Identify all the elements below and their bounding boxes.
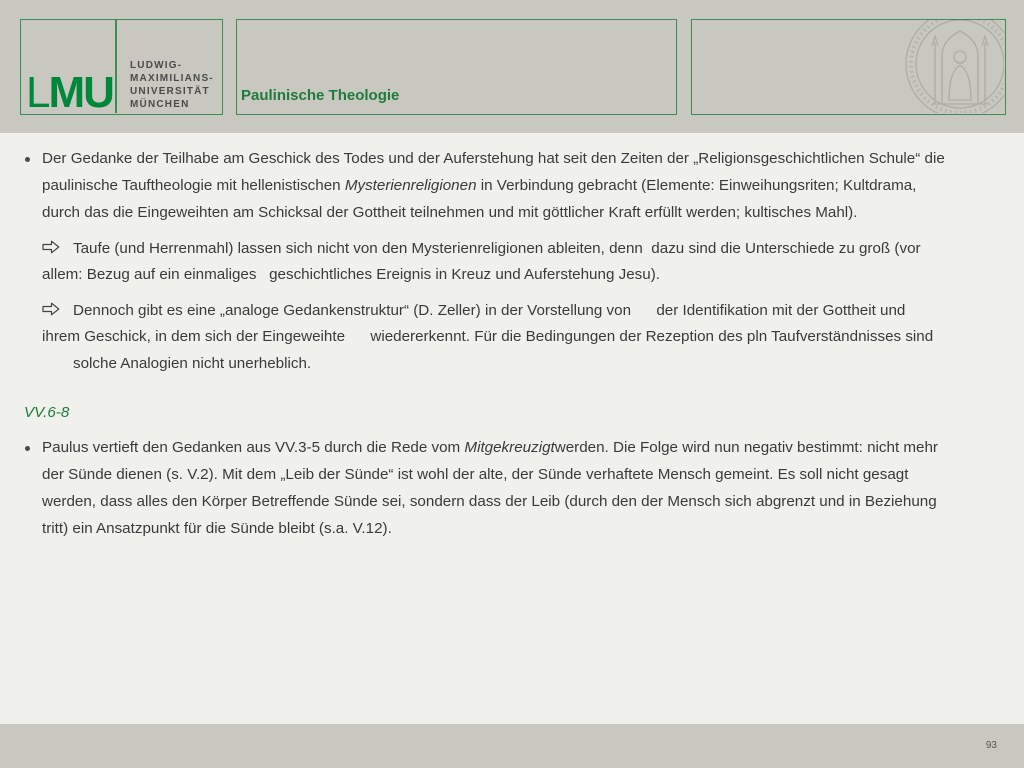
seal-frame [691,19,1006,115]
bullet-2-text: Paulus vertieft den Gedanken aus VV.3-5 durch die Rede vom [42,439,465,456]
slide-header [0,0,1024,133]
bullet-2-line: der Sünde dienen (s. V.2). Mit dem „Leib der Sünde“ ist wohl der alte, der Sünde verhaftete Mensch gemeint. Es soll nicht gesagt [42,466,909,483]
logo-divider [115,20,117,113]
bullet-2-emphasis: Mitgekreuzigt [464,439,555,456]
bullet-1-emphasis: Mysterienreligionen [344,177,477,194]
sub-item-1-line: allem: Bezug auf ein einmaliges geschichtliches Ereignis in Kreuz und Auferstehung Jesu). [42,266,660,283]
logo-wordmark [130,59,214,111]
seal-figure-head [954,51,966,63]
bullet-icon [25,446,30,451]
bullet-1-line [42,176,916,196]
bullet-2-line: tritt) ein Ansatzpunkt für die Sünde bleibt (s.a. V.12). [42,520,392,537]
slide-footer [0,724,1024,768]
bullet-icon [25,157,30,162]
logo-wordmark-line: MAXIMILIANS- [130,73,214,84]
section-heading: VV.6-8 [24,404,70,421]
bullet-1-line: durch das die Eingeweihten am Schicksal der Gottheit teilnehmen und mit göttlicher Kraft erfüllt werden; kultisches Mahl). [42,204,858,221]
arrow-right-icon [42,302,60,316]
lmu-logo [20,19,223,115]
logo-mark-mu: MU [48,68,113,117]
title-frame [236,19,677,115]
seal-shrine-spire-right [982,36,988,104]
slide-content [0,133,1024,724]
logo-wordmark-line: UNIVERSITÄT [130,86,210,97]
seal-inner-ring [916,20,1004,108]
logo-mark [26,68,113,117]
logo-wordmark-line: MÜNCHEN [130,99,190,110]
seal-figure-body [949,65,971,100]
logo-mark-l: L [26,68,49,117]
sub-item-2-line: Dennoch gibt es eine „analoge Gedankenstruktur“ (D. Zeller) in der Vorstellung von der Identifikation mit der Gottheit und [73,302,906,319]
sub-item-2-line: solche Analogien nicht unerheblich. [73,355,312,372]
page-number: 93 [985,740,997,751]
arrow-right-icon [42,240,60,254]
bullet-2-line [42,438,938,458]
slide-title: Paulinische Theologie [241,87,400,104]
seal-shrine-spire-left [932,36,938,104]
sub-item-1-line: Taufe (und Herrenmahl) lassen sich nicht von den Mysterienreligionen ableiten, denn dazu sind die Unterschiede zu groß (vor [73,240,921,257]
bullet-1-line: Der Gedanke der Teilhabe am Geschick des Todes und der Auferstehung hat seit den Zeiten der „Religionsgeschichtlichen Schule“ die [42,150,945,167]
sub-item-2-line: ihrem Geschick, in dem sich der Eingeweihte wiedererkennt. Für die Bedingungen der Rezeption des pln Taufverständnisses sind [42,328,934,345]
bullet-1-text: paulinische Tauftheologie mit hellenistischen [42,177,345,194]
logo-wordmark-line: LUDWIG- [130,60,183,71]
bullet-1-text: in Verbindung gebracht (Elemente: Einweihungsriten; Kultdrama, [476,177,917,194]
seal-shrine-arch [942,31,978,104]
bullet-2-line: werden, dass alles den Körper Betreffende Sünde sei, sondern dass der Leib (durch den der Mensch sich abgrenzt und in Beziehung [42,493,937,510]
bullet-2-text: werden. Die Folge wird nun negativ bestimmt: nicht mehr [554,439,938,456]
university-seal-icon [692,20,1004,113]
